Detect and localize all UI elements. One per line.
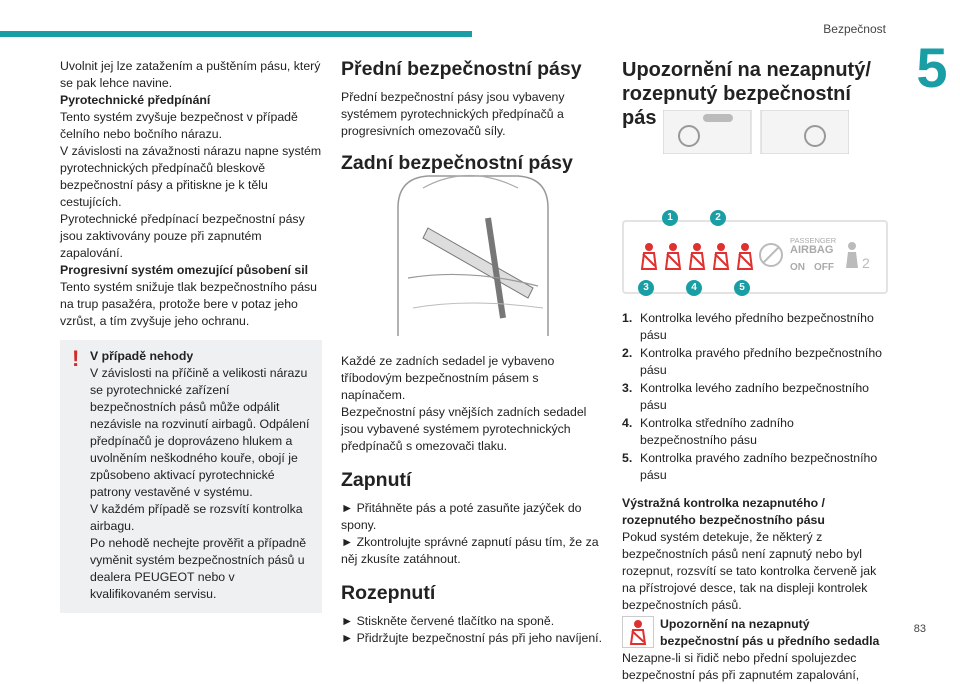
heading-unfasten: Rozepnutí (341, 582, 436, 604)
warning-icon: ! (72, 346, 80, 371)
subheading: Výstražná kontrolka nezapnutého / rozepnutého bezpečnostního pásu (622, 496, 825, 527)
bullet-item: ► Přidržujte bezpečnostní pás při jeho navíjení. (341, 631, 602, 645)
paragraph: Tento systém snižuje tlak bezpečnostního pásu na trup pasažéra, protože bere v potaz jeho vzrůst, a tím zvyšuje jeho ochranu. (60, 280, 318, 328)
airbag-label: AIRBAG (790, 244, 834, 256)
warning-title: V případě nehody (90, 349, 194, 363)
airbag-off-icon (758, 242, 784, 268)
heading-belt-warning: Upozornění na nezapnutý/ rozepnutý bezpečnostní pás (622, 59, 871, 129)
warning-box (60, 340, 322, 613)
paragraph: Uvolnit jej lze zatažením a puštěním pásu, který se pak lehce navine. (60, 59, 321, 90)
subheading: Upozornění na nezapnutý bezpečnostní pás u předního sedadla (660, 617, 880, 648)
airbag-off-label: OFF (814, 262, 834, 273)
seatbelt-warning-icon (622, 616, 654, 648)
paragraph: Pokud systém detekuje, že některý z bezpečnostních pásů není zapnutý nebo byl rozepnut, rozsvítí se tato kontrolka červeně jak na přístrojové desce, tak na displeji kontrolek bezpečnostních pásů. (622, 530, 877, 612)
bullet-item: ► Zkontrolujte správné zapnutí pásu tím, že za něj zkusíte zatáhnout. (341, 535, 599, 566)
subheading: Pyrotechnické předpínání (60, 93, 211, 107)
subheading: Progresivní systém omezující působení sil (60, 263, 309, 277)
airbag-label: PASSENGER (790, 236, 837, 245)
rear-seat-belt-illustration (368, 168, 568, 336)
list-item: 3. Kontrolka levého zadního bezpečnostního pásu (622, 381, 870, 412)
paragraph: Každé ze zadních sedadel je vybaveno tříbodovým bezpečnostním pásem s napínačem. (341, 354, 555, 402)
seatbelt-lamp-icon (686, 242, 708, 270)
section-title: Bezpečnost (823, 22, 886, 36)
paragraph: Nezapne-li si řidič nebo přední spolujezdec bezpečnostní pás při zapnutém zapalování, (622, 651, 860, 682)
warning-text: V každém případě se rozsvítí kontrolka airbagu. (90, 502, 303, 533)
heading-fasten: Zapnutí (341, 469, 412, 491)
heading-rear-belts: Zadní bezpečnostní pásy (341, 152, 573, 174)
seatbelt-lamp-icon (662, 242, 684, 270)
airbag-on-label: ON (790, 262, 805, 273)
badge-number: 5 (734, 280, 750, 296)
seatbelt-indicator-panel (622, 212, 888, 294)
chapter-number: 5 (904, 38, 960, 98)
bullet-item: ► Stiskněte červené tlačítko na sponě. (341, 614, 555, 628)
header-accent-bar (0, 31, 472, 37)
paragraph: Bezpečnostní pásy vnějších zadních sedadel jsou vybavené systémem pyrotechnických předpínačů s omezovači tlaku. (341, 405, 587, 453)
paragraph: Pyrotechnické předpínací bezpečnostní pásy jsou zaktivovány pouze při zapnutém zapalování. (60, 212, 305, 260)
badge-number: 3 (638, 280, 654, 296)
column-middle (341, 58, 604, 647)
badge-number: 4 (686, 280, 702, 296)
column-right (622, 58, 884, 684)
heading-front-belts: Přední bezpečnostní pásy (341, 58, 582, 80)
paragraph: Přední bezpečnostní pásy jsou vybaveny systémem pyrotechnických předpínačů a progresivních omezovačů síly. (341, 90, 565, 138)
bullet-item: ► Přitáhněte pás a poté zasuňte jazýček do spony. (341, 501, 582, 532)
page-number: 83 (913, 623, 926, 635)
svg-text:2: 2 (862, 255, 870, 271)
warning-text: Po nehodě nechejte prověřit a případně vyměnit systém bezpečnostních pásů u dealera PEUGEOT nebo v kvalifikovaném servisu. (90, 536, 307, 601)
badge-number: 1 (662, 210, 678, 226)
list-item: 1. Kontrolka levého předního bezpečnostního pásu (622, 311, 874, 342)
seatbelt-lamp-icon (710, 242, 732, 270)
paragraph: V závislosti na závažnosti nárazu napne systém pyrotechnických předpínačů bleskově bezpečnostní pásy a přitiskne je k tělu cestujících. (60, 144, 322, 209)
warning-text: V závislosti na příčině a velikosti nárazu se pyrotechnické zařízení bezpečnostních pásů může odpálit nezávisle na rozvinutí airbagů. Odpálení předpínačů je doprovázeno hlukem a uvolněním neškodného kouře, obojí je způsobeno aktivací pyrotechnické patrony vestavěné v systému. (90, 366, 310, 499)
seatbelt-lamp-icon (734, 242, 756, 270)
column-left (60, 58, 322, 613)
lamp-list (622, 310, 884, 484)
list-item: 4. Kontrolka středního zadního bezpečnostního pásu (622, 416, 794, 447)
passenger-count-icon (842, 238, 876, 272)
seatbelt-lamp-icon (638, 242, 660, 270)
list-item: 2. Kontrolka pravého předního bezpečnostního pásu (622, 346, 883, 377)
paragraph: Tento systém zvyšuje bezpečnost v případě čelního nebo bočního nárazu. (60, 110, 298, 141)
badge-number: 2 (710, 210, 726, 226)
list-item: 5. Kontrolka pravého zadního bezpečnostního pásu (622, 451, 878, 482)
